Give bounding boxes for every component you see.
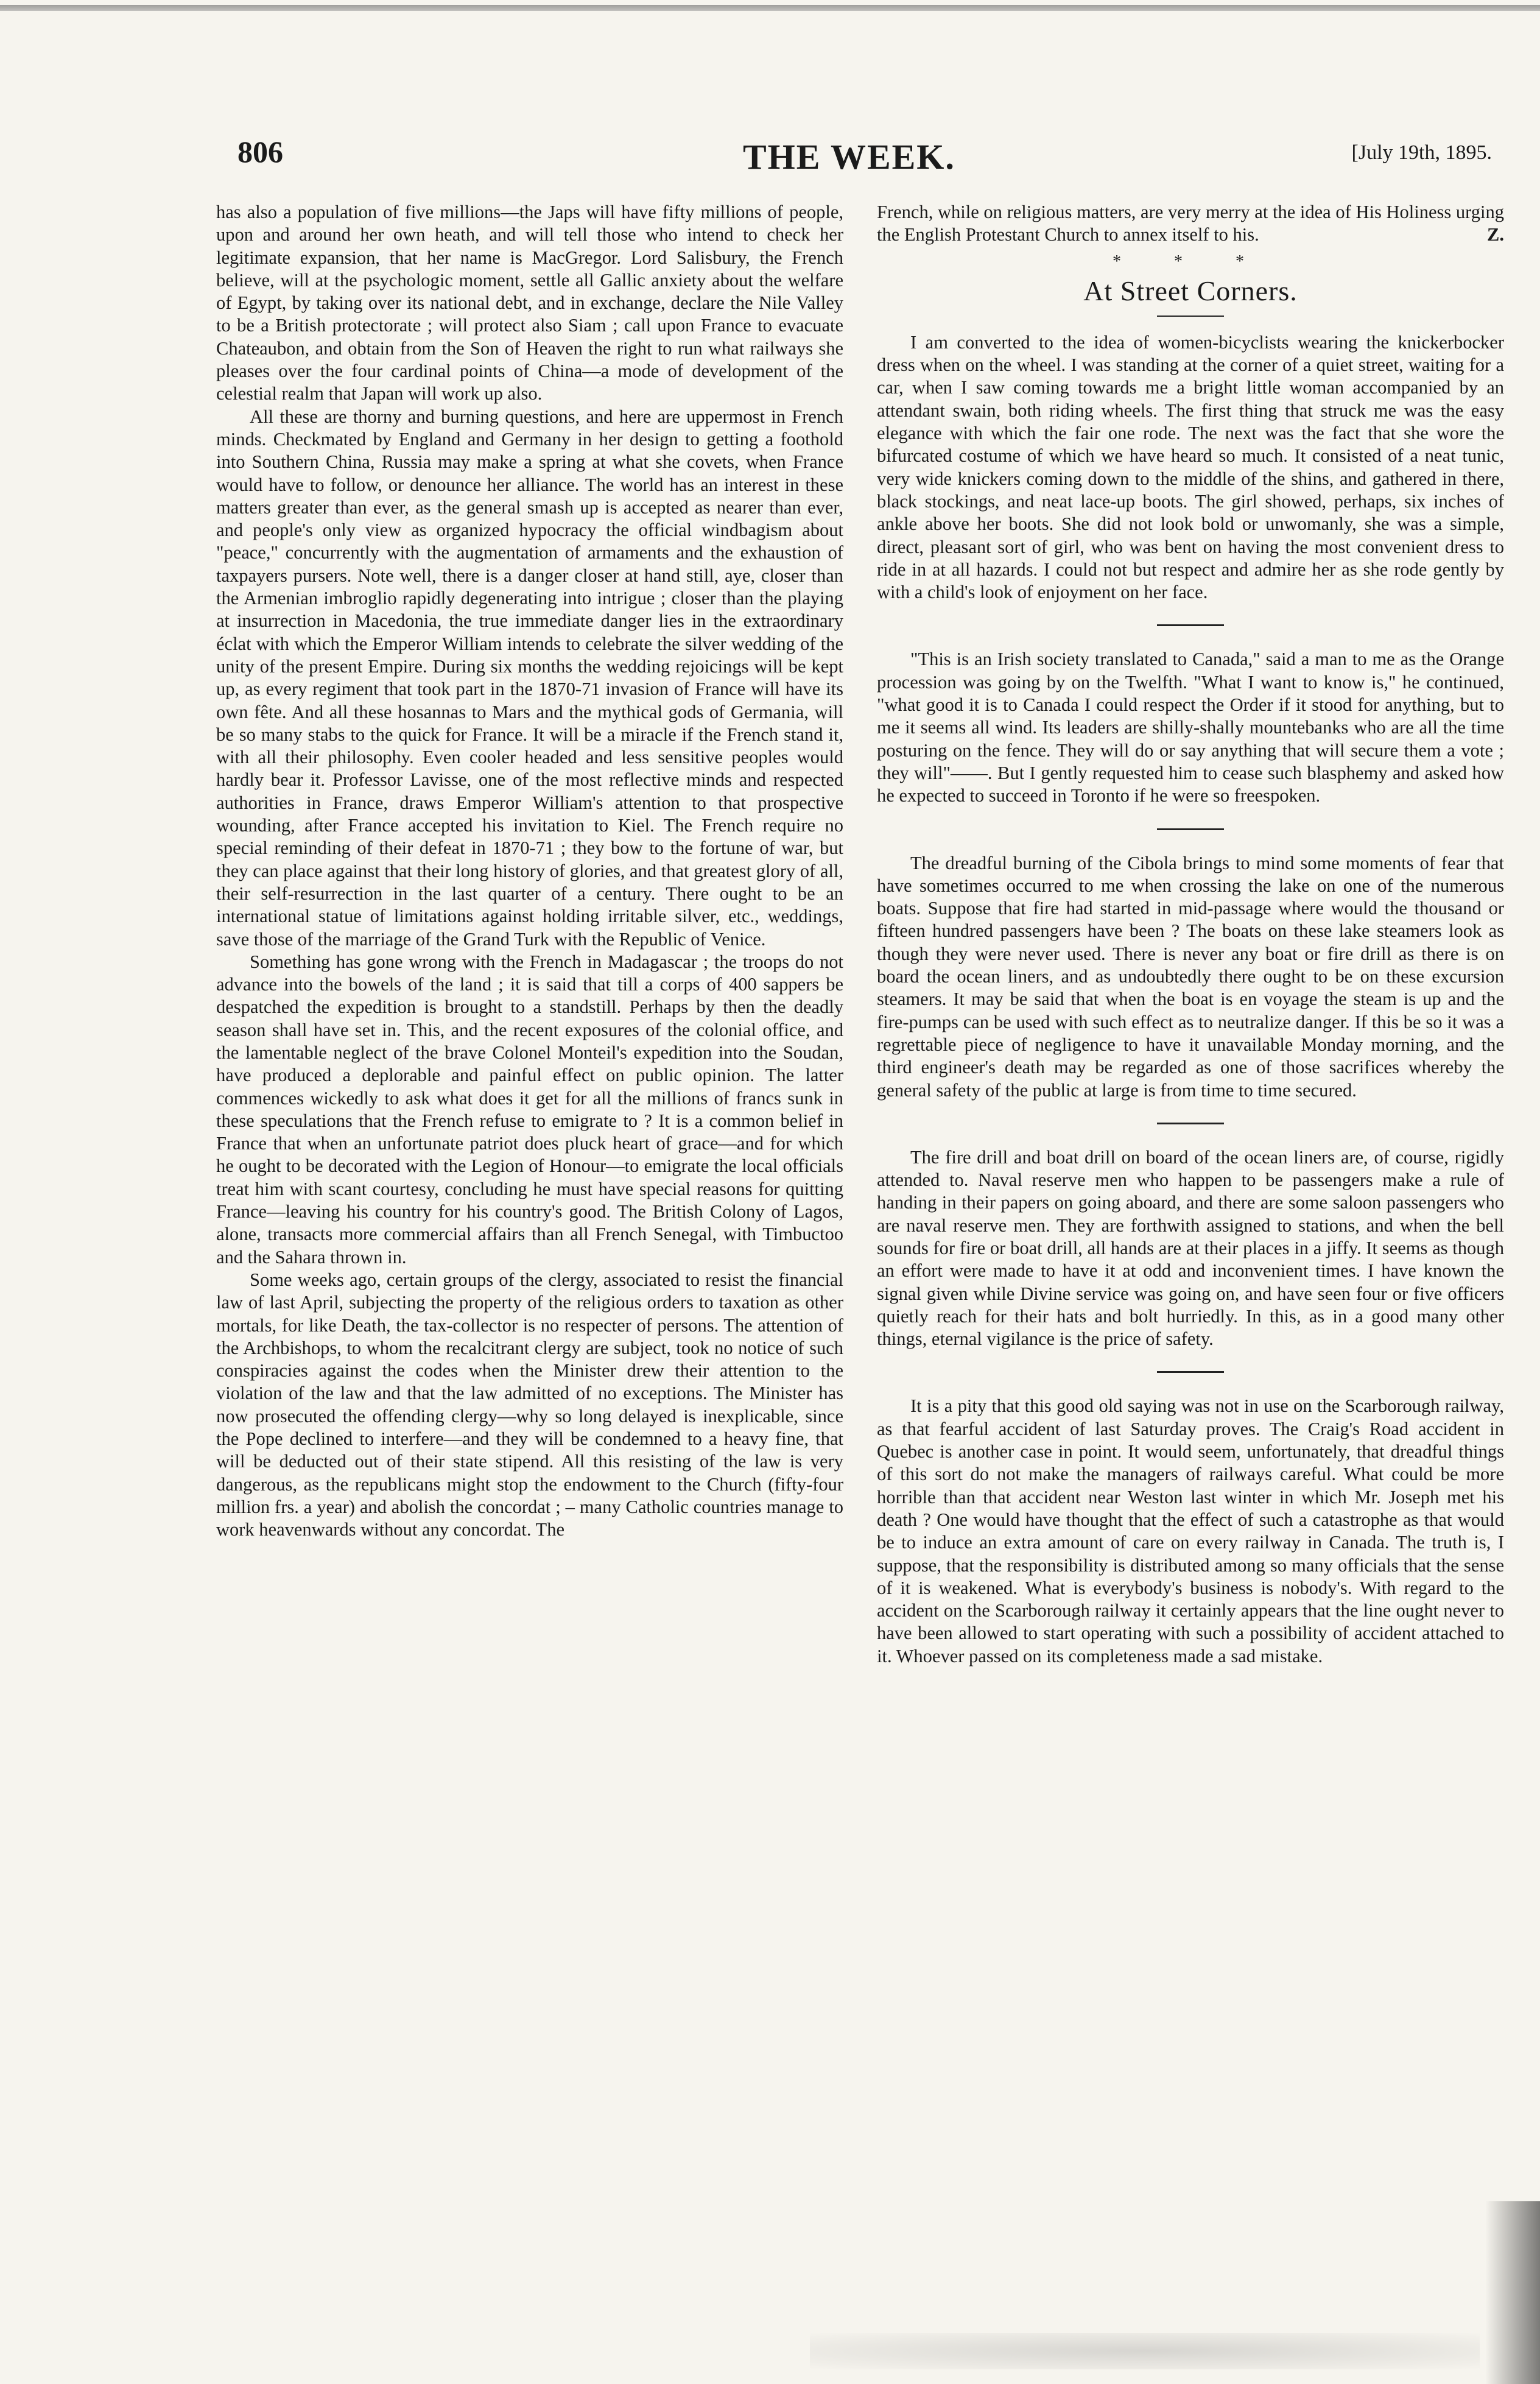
section-heading: At Street Corners. bbox=[1083, 275, 1298, 306]
left-column bbox=[216, 201, 843, 1542]
article-paragraph: All these are thorny and burning questions, and here are uppermost in French minds. Checkmated by England and Germany in her design to getting a foothold into Southern China, Russia may make a spring at what she covets, when France would have to follow, or denounce her alliance. The world has an interest in these matters greater than ever, as the general smash up is accepted as nearer than ever, and people's only view as organized hypocracy the official windbagism about "peace," concurrently with the augmentation of armaments and the exhaustion of taxpayers pursers. Note well, there is a danger closer at hand still, aye, closer than the Armenian imbroglio rapidly degenerating into intrigue ; closer than the playing at insurrection in Macedonia, the true immediate danger lies in the extraordinary éclat with which the Emperor William intends to celebrate the silver wedding of the unity of the present Empire. During six months the wedding rejoicings will be kept up, as every regiment that took part in the 1870-71 invasion of France will have its own fête. And all these hosannas to Mars and the mythical gods of Germania, will be so many stabs to the quick for France. It will be a miracle if the French stand it, with all their philosophy. Even cooler headed and less sensitive peoples would hardly bear it. Professor Lavisse, one of the most reflective minds and respected authorities in France, draws Emperor William's attention to that prospective wounding, after France accepted his invitation to Kiel. The French require no special reminding of their defeat in 1870-71 ; they bow to the fortune of war, but they can place against that their long history of glories, and that greatest glory of all, their self-resurrection in the last quarter of a century. There ought to be an international statue of limitations against holding irritable silver, etc., weddings, save those of the marriage of the Grand Turk with the Republic of Venice. bbox=[216, 406, 843, 950]
issue-date: [July 19th, 1895. bbox=[1351, 141, 1492, 164]
article-paragraph: I am converted to the idea of women-bicyclists wearing the knickerbocker dress when on the wheel. I was standing at the corner of a quiet street, waiting for a car, when I saw coming towards me a bright little woman accompanied by an attendant swain, both riding wheels. The first thing that struck me was the easy elegance with which the fair one rode. The next was the fact that she wore the bifurcated costume of which we have heard so much. It consisted of a neat tunic, very wide knickers coming down to the middle of the shins, and gathered in there, black stockings, and neat lace-up boots. The girl showed, perhaps, six inches of ankle above her boots. She did not look bold or unwomanly, she was a simple, direct, pleasant sort of girl, who was bent on having the most convenient dress to ride in at all hazards. I could not but respect and admire her as she rode gently by with a child's look of enjoyment on her face. bbox=[877, 331, 1504, 603]
section-stars: * * * bbox=[1113, 252, 1268, 271]
scan-corner-shadow bbox=[1485, 2201, 1540, 2384]
carryover-text: French, while on religious matters, are very merry at the idea of His Holiness urging the English Protestant Church to annex itself to his. bbox=[877, 202, 1504, 245]
article-paragraph: Something has gone wrong with the French in Madagascar ; the troops do not advance into the bowels of the land ; it is said that till a corps of 400 sappers be despatched the expedition is brought to a standstill. Perhaps by then the deadly season shall have set in. This, and the recent exposures of the colonial office, and the lamentable neglect of the brave Colonel Monteil's expedition into the Soudan, have produced a deplorable and painful effect on public opinion. The latter commences wickedly to ask what does it get for all the millions of francs sunk in these speculations that the French refuse to emigrate to ? It is a common belief in France that when an unfortunate patriot does pluck heart of grace—and for which he ought to be decorated with the Legion of Honour—to emigrate the local officials treat him with scant courtesy, concluding he must have special reasons for quitting France—leaving his country for his country's good. The British Colony of Lagos, alone, transacts more commercial affairs than all French Senegal, with Timbuctoo and the Sahara thrown in. bbox=[216, 951, 843, 1268]
article-paragraph: The fire drill and boat drill on board of the ocean liners are, of course, rigidly attended to. Naval reserve men who happen to be passengers make a rule of handing in their papers on going aboard, and there are some saloon passengers who are naval reserve men. They are forthwith assigned to stations, and when the bell sounds for fire or boat drill, all hands are at their places in a jiffy. It seems as though an effort were made to have it at odd and inconvenient times. I have known the signal given while Divine service was going on, and have seen four or five officers quietly reach for their hats and bolt hurriedly. In this, as in a good many other things, eternal vigilance is the price of safety. bbox=[877, 1146, 1504, 1350]
author-signature: Z. bbox=[1487, 224, 1504, 245]
article-paragraph: has also a population of five millions—the Japs will have fifty millions of people, upon and around her own heath, and will tell those who intend to check her legitimate expansion, that her name is MacGregor. Lord Salisbury, the French believe, will at the psychologic moment, settle all Gallic anxiety about the welfare of Egypt, by taking over its national debt, and in exchange, declare the Nile Valley to be a British protectorate ; will protect also Siam ; call upon France to evacuate Chateaubon, and obtain from the Son of Heaven the right to run what railways she pleases over the four cardinal points of China—a mode of development of the celestial realm that Japan will work up also. bbox=[216, 202, 843, 404]
article-paragraph: "This is an Irish society translated to Canada," said a man to me as the Orange procession was going by on the Twelfth. "What I want to know is," he continued, "what good it is to Canada I could respect the Order if it stood for anything, but to me it seems all wind. Its leaders are shilly-shally mountebanks who are all the time posturing on the fence. They will do or say anything that will secure them a vote ; they will"——. But I gently requested him to cease such blasphemy and asked how he expected to succeed in Toronto if he were so freespoken. bbox=[877, 649, 1504, 806]
article-paragraph: Some weeks ago, certain groups of the clergy, associated to resist the financial law of last April, subjecting the property of the religious orders to taxation as other mortals, for like Death, the tax-collector is no respecter of persons. The attention of the Archbishops, to whom the recalcitrant clergy are subject, took no notice of such conspiracies against the codes when the Minister drew their attention to the violation of the law and that the law admitted of no exceptions. The Minister has now prosecuted the offending clergy—why so long delayed is inexplicable, since the Pope declined to interfere—and they will be condemned to a heavy fine, that will be deducted out of their state stipend. All this resisting of the law is very dangerous, as the republicans might stop the endowment to the Church (fifty-four million frs. a year) and abolish the concordat ; – many Catholic countries manage to work heavenwards without any concordat. The bbox=[216, 1269, 843, 1540]
separator-rule bbox=[1157, 828, 1224, 830]
carryover-paragraph bbox=[877, 201, 1504, 247]
separator-rule bbox=[1157, 624, 1224, 626]
masthead-title: THE WEEK. bbox=[743, 137, 955, 177]
right-column bbox=[877, 201, 1504, 1668]
scan-smudge bbox=[810, 2333, 1480, 2369]
article-paragraph: It is a pity that this good old saying was not in use on the Scarborough railway, as that fearful accident of last Saturday proves. The Craig's Road accident in Quebec is another case in point. It would seem, unfortunately, that dreadful things of this sort do not make the managers of railways careful. What could be more horrible than that accident near Weston last winter in which Mr. Joseph met his death ? One would have thought that the effect of such a catastrophe as that would be to induce an extra amount of care on every railway in Canada. The truth is, I suppose, that the responsibility is distributed among so many officials that the sense of it is weakened. What is everybody's business is nobody's. With regard to the accident on the Scarborough railway it certainly appears that the line ought never to have been allowed to start operating with such a possibility of accident attached to it. Whoever passed on its completeness made a sad mistake. bbox=[877, 1395, 1504, 1666]
article-paragraph: The dreadful burning of the Cibola brings to mind some moments of fear that have sometimes occurred to me when crossing the lake on one of the numerous boats. Suppose that fire had started in mid-passage where would the thousand or fifteen hundred passengers have been ? The boats on these lake steamers look as though they were never used. There is never any boat or fire drill as there is on board the ocean liners, and as undoubtedly there ought to be on these excursion steamers. It may be said that when the boat is en voyage the steam is up and the fire-pumps can be used with such effect as to neutralize danger. If this be so it was a regrettable piece of negligence to have it unavailable Monday morning, and the third engineer's death may be regarded as one of those sacrifices whereby the general safety of the public at large is from time to time secured. bbox=[877, 852, 1504, 1101]
separator-rule bbox=[1157, 1371, 1224, 1373]
page-number: 806 bbox=[237, 135, 283, 169]
separator-rule bbox=[1157, 1123, 1224, 1124]
heading-rule bbox=[1157, 316, 1224, 317]
top-border-rule bbox=[0, 5, 1540, 11]
page-header bbox=[231, 122, 1510, 189]
